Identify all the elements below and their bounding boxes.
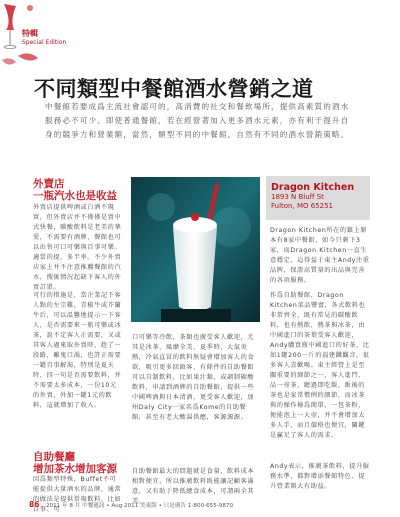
left-paragraph-1: 外賣店提供啤酒或白酒不現實，但外賣店并不僅僅是賣中式快餐，碳酸飲料是老美的摯愛，不需要有酒牌，餐館也可以出售可口可樂與百事可樂。適當的提，多半率。不少外賣店家上并不注意推薦餐館的汽水，搜匯情況起缺下客人的外賣訂單。 — [33, 204, 122, 291]
right-paragraph-1: Dragon Kitchen所在的鎮上原本有8家中餐館，如今只剩下3家，而Dragon Kitchen一直生意穩定，這得益于東主Andy注重品牌，保證高質量的出品與完善的各項服務。 — [270, 227, 370, 284]
footer-text: 2011 年 8 月 中餐通訊 • Aug 2011 美東版 • 只是廣告 1-800-655-9870 — [46, 503, 234, 509]
left-paragraph-2: 可行的措施是，當企業記下客人點的左宗雞，青椒牛或芥蘭牛后，可以温馨地提示一下客人，是否需要來一瓶可樂或冰茶，說不定客人正需要，又或其客人過來取外賣時，趁了一段路，雖鬼口渴，也許正需要一罐百事解渴，特別是夏天時，四一句是否需要飲料，并不需要太多成本，一份10元的外賣，外加一罐1元的飲料，這就增加了收入。 — [33, 292, 122, 409]
lead-paragraph: 中餐館若要成爲主流社會認可的，高消費的社交和餐飲場所，提供高素質的酒水服務必不可少。即使普通餐館，若在經營著加入更多酒水元素，亦有利于提升自身的競爭力和營業額，當然，類型不同的中餐館，自然有不同的酒水營銷策略。 — [45, 102, 350, 139]
middle-paragraph-1: 口可樂等冷飲，茶類也廣受客人歡迎，尤其是冰茶，風靡全美，夏季時，大氣炎熱，冷氣直冒的飲料無疑會增加客人的食欲，吸引更多回頭客，有條件的自助餐館可以自制飲料，比如果汁類，或調制碳酸飲料，申請到酒牌的自助餐館，提供一些中國啤酒與日本清酒，更受客人歡迎，加州Daly City一家名爲Kome的自助餐館，甚至有老大酸湯供應，客源源源。 — [132, 334, 255, 421]
left-paragraph-3: 因爲類型特殊，Buffet不可能提供大量酒水的品牌，通常的做法是提供常規飲料，比如百事、可 — [33, 476, 122, 513]
address-line-2: Fulton, MO 65251 — [271, 202, 333, 210]
left-heading-buffet: 自助餐廳 增加茶水增加客源 — [33, 451, 117, 475]
section-title: 特輯 — [22, 29, 38, 38]
page-number: 86 — [29, 500, 40, 509]
address-line-1: 1893 N Bluff St — [271, 193, 324, 201]
restaurant-address — [271, 193, 333, 211]
right-paragraph-3: Andy表示，推廣茶飲料，提升服務水準，都對增添餐館特色、提升營業額大有助益。 — [270, 463, 370, 490]
restaurant-name: Dragon Kitchen — [271, 182, 355, 193]
section-subtitle: Special Edition — [22, 39, 67, 46]
middle-paragraph-2: 自助餐館最大的問題就是食量，飲料成本相對便宜，所以推廣飲料既能讓記顧客滿意，又有助于降低總食成本，可謂兩全其美。 — [132, 468, 255, 505]
right-paragraph-2: 作爲自助餐館，Dragon Kitchen菜品豐富，各式飲料也非常齊全，既有常見的碳酸飲料，也有熱飲，熱茶與冰茶，由中國進口的茶葉受客人歡迎，Andy購買瓶中國進口的好茶，比如1罐200一斤的福建鐵觀音，很多客人喜歡喝。東主經營上是至關重要的細節之一，客人進門，品一壺茶，聽過即吃飯，飯後的茶也是家常慣例的細節，而冰茶與的操作極爲簡單，一包茶粉，便能泡上一大壺，并不會增加太多人手，而且價格也便宜，關鍵是贏足了客人的需求。 — [270, 292, 370, 439]
article-headline: 不同類型中餐館酒水營銷之道 — [34, 77, 314, 101]
drink-photo — [131, 177, 260, 322]
left-heading-takeout: 外賣店 一瓶汽水也是收益 — [33, 178, 117, 202]
